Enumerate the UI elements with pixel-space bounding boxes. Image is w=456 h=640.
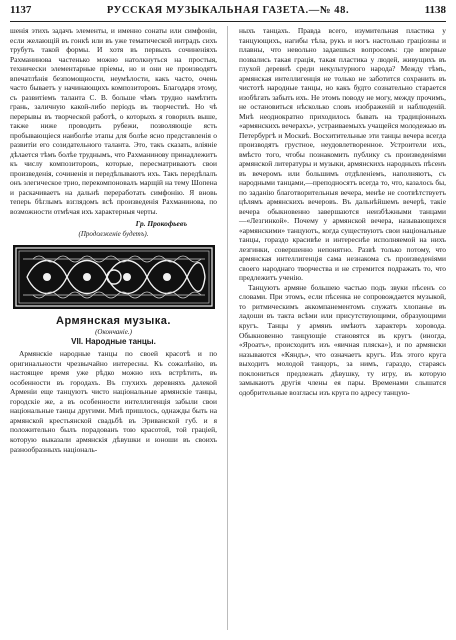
left-paragraph-1: шенія этихъ задачъ элементы, и именно сонаты или симфоніи, если желающій въ гонкѣ или въ уже тематической интрадъ сихъ трубуть такой формы. И хотя въ первыхъ сочиненіяхъ Рахманинова частенько можно натолкнуться на простыя, технически элементарные пріемы, но и они не производятъ впечатлѣнія безпомощности, неумѣлости, какъ часто, очень часто бываетъ у начинающихъ композиторовъ. Благодаря этому, съ развитіемъ таланта С. В. больше чѣмъ трудно намѣтить грань, заличную какой-либо періодъ въ творчествѣ. Но чѣ перерывы въ творческой работѣ, о которыхъ я говорилъ выше, также ниже проводить рубежи, позволяющіе ясть пробывающіеся наиболѣе этапы для болѣе ясно представленія о развитіи его созидательного таланта. Это, такъ сказать, вліяніе дѣлается тѣмъ болѣе труднымъ, что Рахманинову принадлежитъ къ числу композиторовъ, которые, пересматриваютъ свои произведенія, сочиненія и передѣлываютъ ихъ. Такъ передѣлалъ онъ элегическое трио, перекомпоновалъ марщій на тему Шопена и раскачиваетъ на дальнѣ переработать симфонію. Я вновь теперь бѣглымъ взглядомъ всѣ произведенія Рахманинова, по возможности отмѣчая ихъ характерныя черты.: [10, 26, 217, 216]
page-header: [10, 4, 446, 20]
article-note: (Окончаніе.): [95, 328, 132, 337]
decorative-ornament-banner: [13, 245, 215, 309]
right-paragraph-1: ныхъ танцахъ. Правда всего, изумительная пластика у танцующихъ, нагибы тѣла, рукъ и ногъ настолько граціозны и плавны, что невольно задаешься вопросомъ: где впервые позвались такая грація, такая пластика у людей, живущихъ въ глухой деревнѣ среди некультурного народа? Между тѣмъ, армянская интеллигенція не только не заботится сохранить въ чистотѣ народные танцы, но какъ будто сознательно старается изобѣгать забыть ихъ. Не этомъ поводу не могу, между прочимъ, не остановиться нѣсколько словъ изображеній и наблюденій. Мнѣ неоднократно приходилось бывать на традиціонныхъ «армянскихъ вечерахъ», устраиваемыхъ учащейся молодежью въ Петербургѣ и Москвѣ. Восхитительные эти танцы вечера всегда производятъ грустное, неудовлетворенное. Устроители ихъ, вмѣсто того, чтобы познакомить публику съ произведеніями армянской литературы и музыки, армянскихъ народныхъ пѣсенъ въ вечеромъ или большимъ отдѣленіемъ, наполняютъ, съ народными танцами,—преподносятъ всегда то, что, казалось бы, по заданію благотворительныя вечера, менѣе не соотвѣтствуетъ цѣлямъ армянскихъ вечеровъ. Въ дальнѣйшемъ вечерѣ, такіе вечера обыкновенно завершаются неизбѣжными танцами—«Лезгинкой». Почему у армянской вечера, называющихся «армянскими» танцуютъ, когда существуютъ свои національные танцы, гораздо красивѣе и интереснѣе исполняемой на нихъ лезгинки, совершенно непонятно. Развѣ только потому, что армянская интеллигенція сама незнакома съ произведеніями своего народнаго творчества и не стремится подражать то, что предлежитъ ученію.: [239, 26, 446, 283]
right-paragraph-2: Танцуютъ армяне большею частью подъ звуки пѣсенъ со словами. При этомъ, если пѣсенка не сопровождается музыкой, то ритмическимъ аккомпанементомъ служатъ хлопанье въ ладоши въ такта всѣми или присутствующими, образующими кругъ. Танцы у армянъ имѣютъ характеръ хоровода. Обыкновенно танцующіе становятся въ кругъ (иногда, «Яроатъ», происходитъ изъ «яичная пляска»), и по армянски называются «Кяндъ», что означаетъ кругъ. Изъ этого круга выходитъ молодой танцоръ, за нимъ, гараздо, стараясь поклониться предлежать дѣвушку, ту игру, въ которую замыкаютъ другія члены ея пары. Временами слышатся одобрительные возгласы изъ круга по адресу танцую-: [239, 282, 446, 397]
column-divider: [227, 26, 228, 630]
section-title: VII. Народные танцы.: [71, 337, 156, 347]
right-column: [239, 26, 446, 397]
left-paragraph-2: Армянскіе народные танцы по своей красотѣ и по оригинальности чрезвычайно интересны. Къ сожалѣнію, въ настоящее время уже рѣдко можно ихъ встрѣтить, въ особенности въ городахъ. Въ глухихъ деревняхъ далекой Арменіи еще танцуютъ чисто національные армянскіе танцы, городскіе же, а въ особенности интеллигенція забыли свои національные танцы другими. Мнѣ пришлось, однажды быть на армянской крестьянской свадьбѣ въ Эриванской губ. и я положительно былъ порадованъ тою красотой, той граціей, которую выказали армянскія дѣвушки и юноши въ своихъ разнообразныхъ національ-: [10, 349, 217, 454]
header-rule: [10, 21, 446, 22]
ornament-pattern-icon: [13, 245, 215, 309]
article-title: Армянская музыка.: [56, 315, 171, 328]
author-signature: Гр. Прокофьевъ: [135, 219, 187, 229]
continuation-note: (Продолженіе будетъ).: [78, 229, 149, 238]
page-number-right: 1138: [424, 4, 446, 16]
page-number-left: 1137: [10, 4, 32, 16]
newspaper-title: РУССКАЯ МУЗЫКАЛЬНАЯ ГАЗЕТА.—№ 48.: [106, 5, 350, 16]
left-column: [10, 26, 217, 454]
